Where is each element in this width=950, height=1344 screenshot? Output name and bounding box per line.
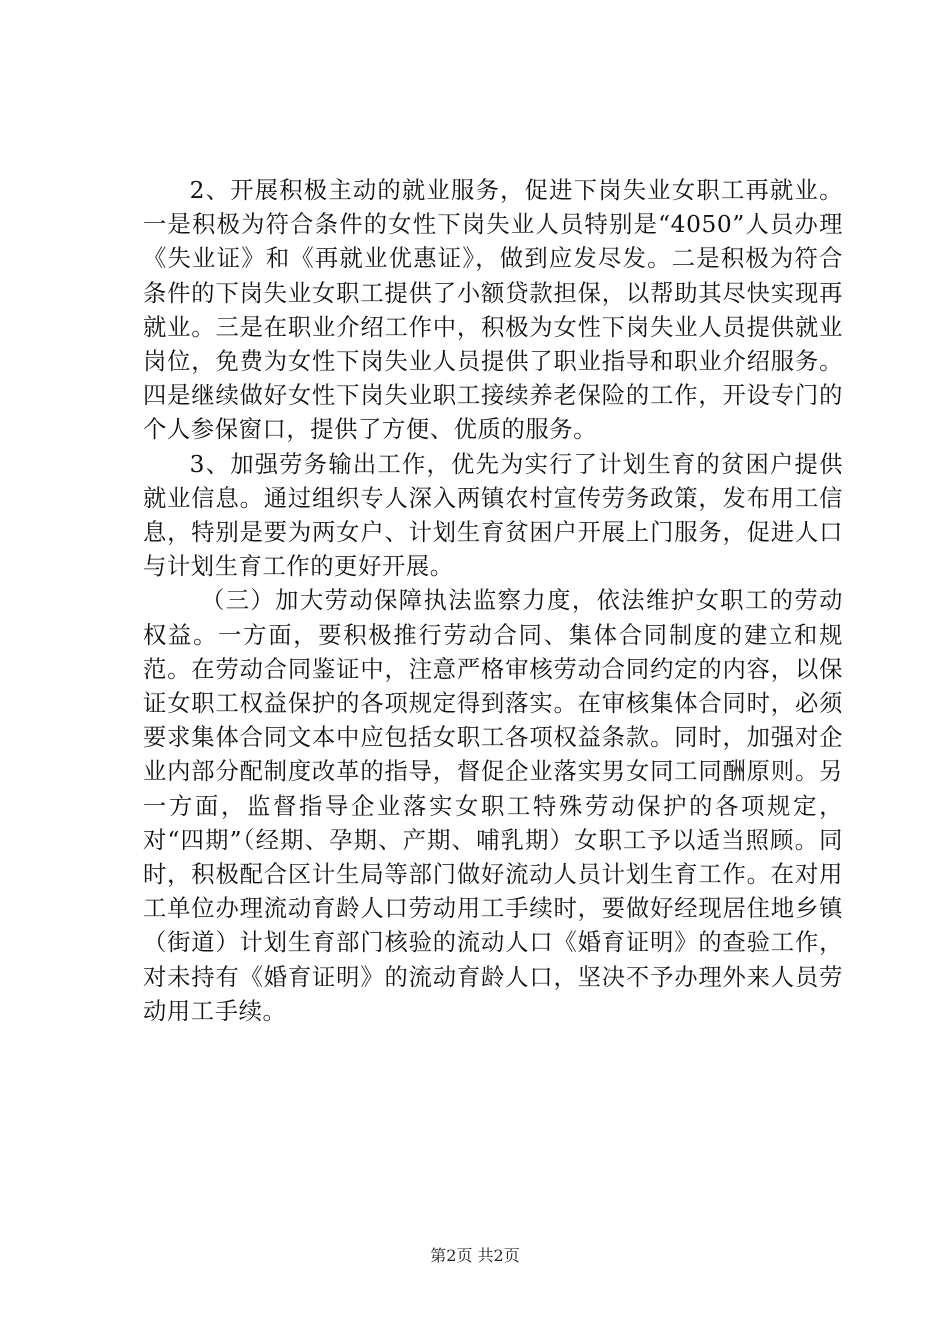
paragraph-labor-export: 3、加强劳务输出工作，优先为实行了计划生育的贫困户提供就业信息。通过组织专人深入两镇农村宣传劳务政策，发布用工信息，特别是要为两女户、计划生育贫困户开展上门服务，促进人口与计划生育工作的更好开展。 [143, 450, 843, 581]
paragraph-labor-supervision: （三）加大劳动保障执法监察力度，依法维护女职工的劳动权益。一方面，要积极推行劳动合同、集体合同制度的建立和规范。在劳动合同鉴证中，注意严格审核劳动合同约定的内容，以保证女职工权益保护的各项规定得到落实。在审核集体合同时，必须要求集体合同文本中应包括女职工各项权益条款。同时，加强对企业内部分配制度改革的指导，督促企业落实男女同工同酬原则。另一方面，监督指导企业落实女职工特殊劳动保护的各项规定，对“四期”（经期、孕期、产期、哺乳期）女职工予以适当照顾。同时，积极配合区计生局等部门做好流动人员计划生育工作。在对用工单位办理流动育龄人口劳动用工手续时，要做好经现居住地乡镇（街道）计划生育部门核验的流动人口《婚育证明》的查验工作，对未持有《婚育证明》的流动育龄人口，坚决不予办理外来人员劳动用工手续。 [143, 587, 843, 1025]
page-footer: 第2页 共2页 [430, 1246, 520, 1265]
paragraph-employment-services: 2、开展积极主动的就业服务，促进下岗失业女职工再就业。一是积极为符合条件的女性下岗失业人员特别是“4050”人员办理《失业证》和《再就业优惠证》，做到应发尽发。二是积极为符合条件的下岗失业女职工提供了小额贷款担保，以帮助其尽快实现再就业。三是在职业介绍工作中，积极为女性下岗失业人员提供就业岗位，免费为女性下岗失业人员提供了职业指导和职业介绍服务。四是继续做好女性下岗失业职工接续养老保险的工作，开设专门的个人参保窗口，提供了方便、优质的服务。 [143, 177, 843, 444]
document-body [143, 174, 843, 1029]
